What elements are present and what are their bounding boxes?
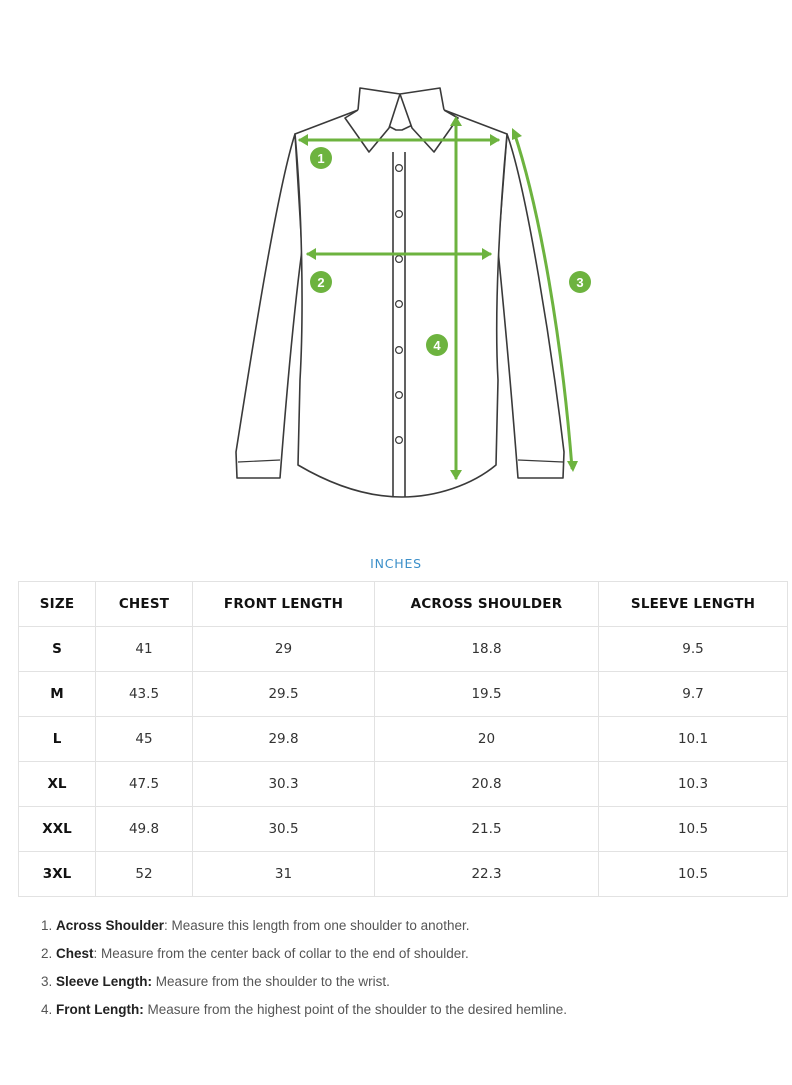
svg-text:4: 4 bbox=[433, 338, 441, 353]
table-row bbox=[19, 717, 788, 762]
note-item bbox=[56, 996, 567, 1024]
unit-heading: INCHES bbox=[370, 556, 422, 571]
front-length-cell: 29.8 bbox=[193, 717, 375, 762]
chest-cell: 47.5 bbox=[96, 762, 193, 807]
note-item bbox=[56, 940, 567, 968]
table-row bbox=[19, 627, 788, 672]
header-front-length: FRONT LENGTH bbox=[193, 582, 375, 627]
size-cell: L bbox=[19, 717, 96, 762]
note-term: Chest bbox=[56, 946, 94, 961]
note-text: : Measure from the center back of collar to the end of shoulder. bbox=[93, 946, 469, 961]
sleeve-length-cell: 10.3 bbox=[599, 762, 788, 807]
size-cell: M bbox=[19, 672, 96, 717]
header-sleeve-length: SLEEVE LENGTH bbox=[599, 582, 788, 627]
note-text: Measure from the highest point of the shoulder to the desired hemline. bbox=[143, 1002, 567, 1017]
svg-text:2: 2 bbox=[317, 275, 325, 290]
note-text: : Measure this length from one shoulder to another. bbox=[164, 918, 470, 933]
note-term: Across Shoulder bbox=[56, 918, 165, 933]
shirt-icon bbox=[222, 80, 602, 510]
table-row bbox=[19, 852, 788, 897]
size-cell: XXL bbox=[19, 807, 96, 852]
chest-cell: 43.5 bbox=[96, 672, 193, 717]
sleeve-length-cell: 10.5 bbox=[599, 852, 788, 897]
svg-text:1: 1 bbox=[317, 151, 325, 166]
header-chest: CHEST bbox=[96, 582, 193, 627]
header-size: SIZE bbox=[19, 582, 96, 627]
across-shoulder-cell: 20.8 bbox=[375, 762, 599, 807]
size-cell: XL bbox=[19, 762, 96, 807]
size-chart-table bbox=[18, 581, 788, 897]
note-item bbox=[56, 968, 567, 996]
chest-cell: 45 bbox=[96, 717, 193, 762]
marker-3 bbox=[569, 271, 591, 293]
marker-4 bbox=[426, 334, 448, 356]
sleeve-length-cell: 9.7 bbox=[599, 672, 788, 717]
header-across-shoulder: ACROSS SHOULDER bbox=[375, 582, 599, 627]
front-length-cell: 29.5 bbox=[193, 672, 375, 717]
sleeve-length-cell: 9.5 bbox=[599, 627, 788, 672]
svg-text:3: 3 bbox=[576, 275, 584, 290]
front-length-cell: 29 bbox=[193, 627, 375, 672]
chest-cell: 52 bbox=[96, 852, 193, 897]
across-shoulder-cell: 19.5 bbox=[375, 672, 599, 717]
note-item bbox=[56, 912, 567, 940]
across-shoulder-cell: 21.5 bbox=[375, 807, 599, 852]
table-row bbox=[19, 807, 788, 852]
across-shoulder-cell: 22.3 bbox=[375, 852, 599, 897]
table-header-row bbox=[19, 582, 788, 627]
size-cell: S bbox=[19, 627, 96, 672]
across-shoulder-cell: 20 bbox=[375, 717, 599, 762]
measurement-notes bbox=[38, 912, 567, 1024]
table-row bbox=[19, 762, 788, 807]
note-term: Sleeve Length: bbox=[56, 974, 153, 989]
note-text: Measure from the shoulder to the wrist. bbox=[152, 974, 390, 989]
marker-1 bbox=[310, 147, 332, 169]
front-length-cell: 30.5 bbox=[193, 807, 375, 852]
sleeve-length-cell: 10.1 bbox=[599, 717, 788, 762]
chest-cell: 41 bbox=[96, 627, 193, 672]
front-length-cell: 30.3 bbox=[193, 762, 375, 807]
across-shoulder-cell: 18.8 bbox=[375, 627, 599, 672]
size-cell: 3XL bbox=[19, 852, 96, 897]
front-length-cell: 31 bbox=[193, 852, 375, 897]
sleeve-length-cell: 10.5 bbox=[599, 807, 788, 852]
marker-2 bbox=[310, 271, 332, 293]
shirt-measurement-diagram bbox=[222, 80, 602, 510]
table-row bbox=[19, 672, 788, 717]
note-term: Front Length: bbox=[56, 1002, 144, 1017]
chest-cell: 49.8 bbox=[96, 807, 193, 852]
